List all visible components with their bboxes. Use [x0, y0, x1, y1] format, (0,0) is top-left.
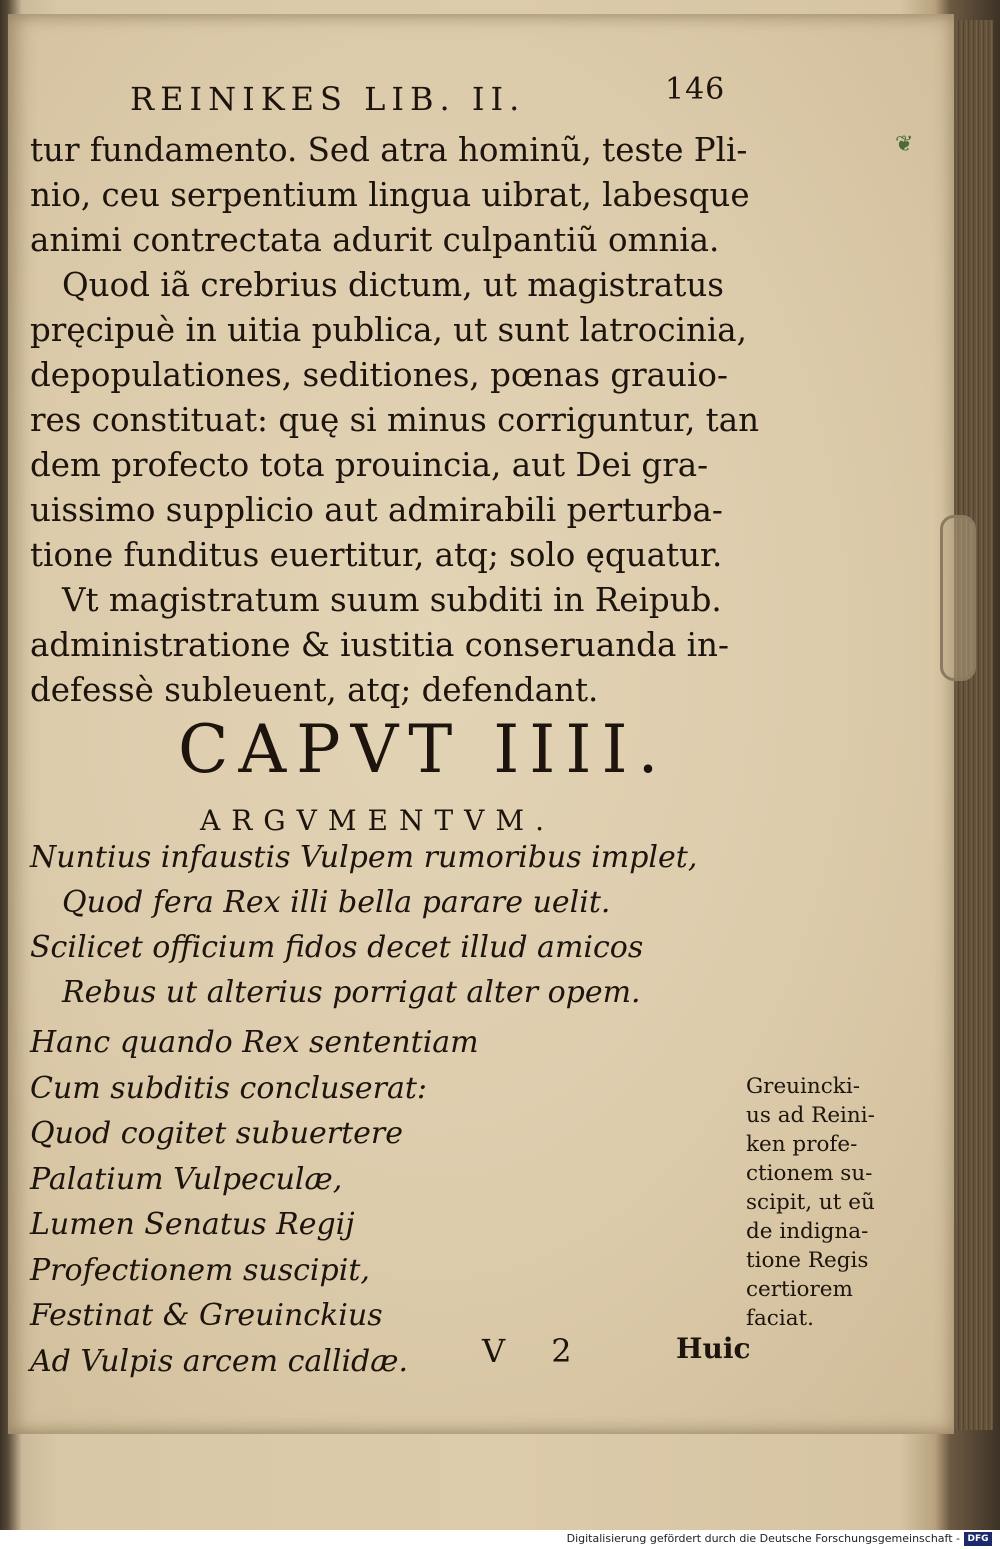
poem-line: Ad Vulpis arcem callidæ. [30, 1343, 408, 1379]
poem [30, 1020, 479, 1384]
marginal-line: certiorem [746, 1277, 853, 1302]
signature-mark: V 2 [482, 1332, 590, 1370]
marginal-note [746, 1072, 896, 1333]
running-title: REINIKES LIB. II. [130, 80, 526, 118]
body-line: tione funditus euertitur, atq; solo ęquatur. [30, 536, 723, 574]
chapter-title: CAPVT IIII. [178, 711, 669, 788]
catchword: Huic [676, 1332, 751, 1365]
page-number: 146 [665, 72, 726, 107]
body-line: Quod iã crebrius dictum, ut magistratus [62, 266, 724, 304]
dfg-logo: DFG [964, 1532, 992, 1546]
poem-line: Festinat & Greuinckius [30, 1298, 383, 1333]
marginal-line: us ad Reini- [746, 1103, 875, 1128]
footer-bar [0, 1530, 1000, 1549]
argument-heading: ARGVMENTVM. [200, 804, 555, 837]
body-line: administratione & iustitia conseruanda in- [30, 626, 729, 664]
marginal-line: ken profe- [746, 1132, 858, 1157]
ornament-icon: ❦ [895, 132, 914, 157]
body-line: defessè subleuent, atq; defendant. [30, 671, 599, 709]
body-line: depopulationes, seditiones, pœnas grauio- [30, 356, 728, 394]
body-line: nio, ceu serpentium lingua uibrat, labesque [30, 176, 750, 214]
body-line: res constituat: quę si minus corriguntur, tan [30, 401, 759, 439]
footer-text: Digitalisierung gefördert durch die Deutsche Forschungsgemeinschaft - [566, 1532, 960, 1545]
verse-line: Rebus ut alterius porrigat alter opem. [62, 975, 641, 1010]
poem-line: Quod cogitet subuertere [30, 1116, 404, 1151]
argument-verses [30, 835, 750, 1015]
poem-line: Hanc quando Rex sententiam [30, 1025, 479, 1060]
poem-line: Cum subditis concluserat: [30, 1070, 428, 1106]
verse-line: Scilicet officium fidos decet illud amicos [30, 930, 644, 965]
body-line: Vt magistratum suum subditi in Reipub. [62, 581, 722, 619]
marginal-line: faciat. [746, 1306, 814, 1331]
body-line: pręcipuè in uitia publica, ut sunt latrocinia, [30, 311, 747, 349]
body-line: animi contrectata adurit culpantiũ omnia. [30, 221, 720, 259]
marginal-line: tione Regis [746, 1248, 869, 1273]
marginal-line: Greuincki- [746, 1074, 860, 1099]
marginal-line: ctionem su- [746, 1161, 873, 1186]
poem-line: Palatium Vulpeculæ, [30, 1161, 343, 1197]
book-edge [955, 20, 993, 1430]
marginal-line: de indigna- [746, 1219, 869, 1244]
body-line: uissimo supplicio aut admirabili perturba- [30, 491, 723, 529]
page-clip [940, 515, 976, 681]
body-line: tur fundamento. Sed atra hominũ, teste Pli- [30, 131, 748, 169]
body-line: dem profecto tota prouincia, aut Dei gra- [30, 446, 709, 484]
verse-line: Quod fera Rex illi bella parare uelit. [62, 885, 611, 920]
body-text [30, 128, 759, 713]
poem-line: Lumen Senatus Regij [30, 1207, 355, 1242]
verse-line: Nuntius infaustis Vulpem rumoribus implet, [30, 840, 698, 875]
marginal-line: scipit, ut eũ [746, 1190, 875, 1215]
poem-line: Profectionem suscipit, [30, 1252, 370, 1288]
